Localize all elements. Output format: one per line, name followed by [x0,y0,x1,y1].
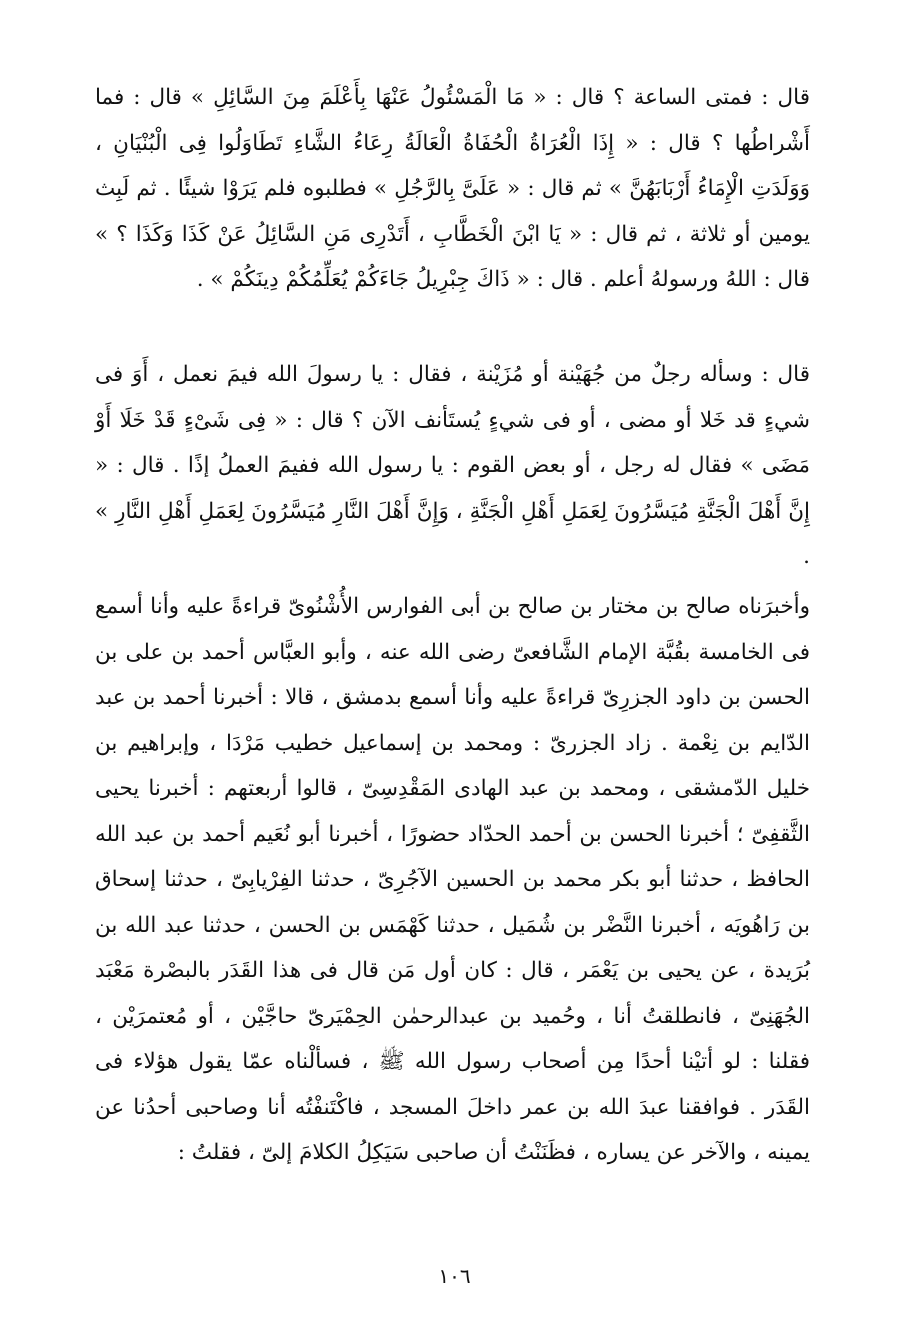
paragraph-hadith-jibril: قال : فمتى الساعة ؟ قال : « مَا الْمَسْئُولُ عَنْهَا بِأَعْلَمَ مِنَ السَّائِلِ » قال : فما أَشْراطُها ؟ قال : « إِذَا الْعُرَاةُ الْحُفَاةُ الْعَالَةُ رِعَاءُ الشَّاءِ تَطَاوَلُوا فِى الْبُنْيَانِ ، وَوَلَدَتِ الْإِمَاءُ أَرْبَابَهُنَّ » ثم قال : « عَلَىَّ بِالرَّجُلِ » فطلبوه فلم يَرَوْا شيئًا . ثم لَبِث يومين أو ثلاثة ، ثم قال : « يَا ابْنَ الْخَطَّابِ ، أَتَدْرِى مَنِ السَّائِلُ عَنْ كَذَا وَكَذَا ؟ » قال : اللهُ ورسولهُ أعلم . قال : « ذَاكَ جِبْرِيلُ جَاءَكُمْ يُعَلِّمُكُمْ دِينَكُمْ » . [95,85,810,292]
page-number: ١٠٦ [438,1264,471,1288]
paragraph-isnad-chain: وأخبرَناه صالح بن مختار بن صالح بن أبى الفوارس الأُشْنُوىّ قراءةً عليه وأنا أسمع فى الخامسة بقُبَّة الإمام الشَّافعىّ رضى الله عنه ، وأبو العبَّاس أحمد بن على بن الحسن بن داود الجزرِىّ قراءةً عليه وأنا أسمع بدمشق ، قالا : أخبرنا أحمد بن عبد الدّايم بن نِعْمة . زاد الجزرىّ : ومحمد بن إسماعيل خطيب مَرْدَا ، وإبراهيم بن خليل الدّمشقى ، ومحمد بن عبد الهادى المَقْدِسِىّ ، قالوا أربعتهم : أخبرنا يحيى الثَّقفِىّ ؛ أخبرنا الحسن بن أحمد الحدّاد حضورًا ، أخبرنا أبو نُعَيم أحمد بن عبد الله الحافظ ، حدثنا أبو بكر محمد بن الحسين الآجُرِىّ ، حدثنا الفِرْيابِىّ ، حدثنا إسحاق بن رَاهُويَه ، أخبرنا النَّضْر بن شُمَيل ، حدثنا كَهْمَس بن الحسن ، حدثنا عبد الله بن بُرَيدة ، عن يحيى بن يَعْمَر ، قال : كان أول مَن قال فى هذا القَدَر بالبصْرة مَعْبَد الجُهَنِىّ ، فانطلقتُ أنا ، وحُميد بن عبدالرحمٰن الحِمْيَرىّ حاجَّيْن ، أو مُعتمرَيْن ، فقلنا : لو أتيْنا أحدًا مِن أصحاب رسول الله ﷺ ، فسألْناه عمّا يقول هؤلاء فى القَدَر . فوافقنا عبدَ الله بن عمر داخلَ المسجد ، فاكْتَنفْتُه أنا وصاحبى أحدُنا عن يمينه ، والآخر عن يساره ، فظَنَنْتُ أن صاحبى سَيَكِلُ الكلامَ إلىّ ، فقلتُ : [95,594,810,1165]
paragraph-question-of-deeds: قال : وسأله رجلٌ من جُهَيْنة أو مُزَيْنة ، فقال : يا رسولَ الله فيمَ نعمل ، أَوَ فى شيءٍ قد خَلا أو مضى ، أو فى شيءٍ يُستَأنف الآن ؟ قال : « فِى شَىْءٍ قَدْ خَلَا أَوْ مَضَى » فقال له رجل ، أو بعض القوم : يا رسول الله ففيمَ العملُ إذًا . قال : « إِنَّ أَهْلَ الْجَنَّةِ مُيَسَّرُونَ لِعَمَلِ أَهْلِ الْجَنَّةِ ، وَإِنَّ أَهْلَ النَّارِ مُيَسَّرُونَ لِعَمَلِ أَهْلِ النَّارِ » . [95,362,810,569]
